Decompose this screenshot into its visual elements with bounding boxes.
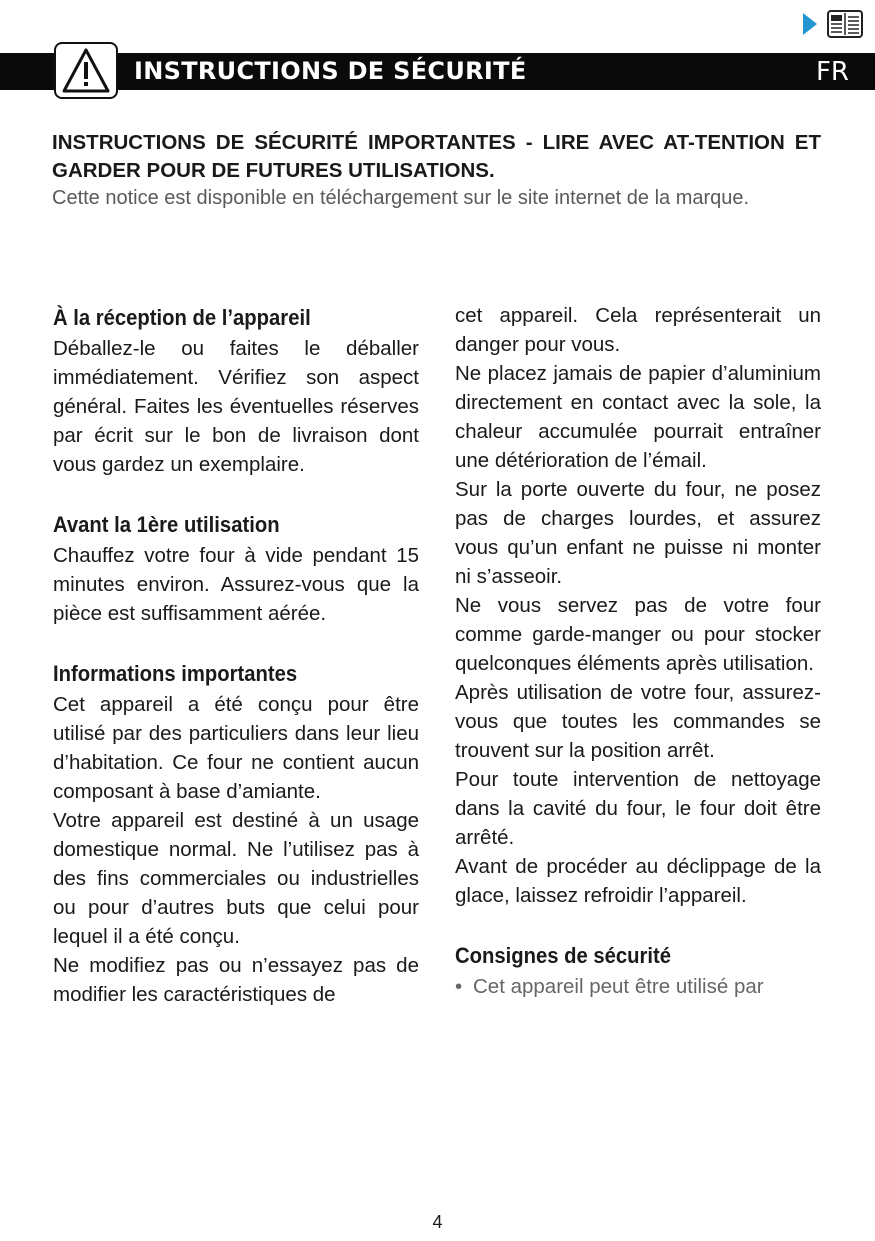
page-title: INSTRUCTIONS DE SÉCURITÉ [134,57,527,85]
paragraph: Ne placez jamais de papier d’aluminium directement en contact avec la sole, la chaleur accumulée pourrait entraîner une détérioration de l’émail. [455,362,821,472]
paragraph: Cet appareil a été conçu pour être utilisé par des particuliers dans leur lieu d’habitation. Ce four ne contient aucun composant à base d’amiante. [53,693,419,803]
intro-block [52,129,821,212]
paragraph: Déballez-le ou faites le déballer immédiatement. Vérifiez son aspect général. Faites les éventuelles réserves par écrit sur le bon de livraison dont vous gardez un exemplaire. [53,337,419,476]
intro-note: Cette notice est disponible en téléchargement sur le site internet de la marque. [52,187,750,209]
section-heading-important-info: Informations importantes [53,661,298,686]
bullet-text: Cet appareil peut être utilisé par [473,975,764,998]
left-column [53,301,419,1009]
right-column [455,301,821,1001]
section-heading-reception: À la réception de l’appareil [53,305,311,330]
manual-book-icon[interactable] [827,10,863,38]
paragraph: cet appareil. Cela représenterait un danger pour vous. [455,304,821,356]
section-heading-first-use: Avant la 1ère utilisation [53,512,280,537]
language-label: FR [815,57,849,87]
warning-triangle-icon [61,47,111,95]
paragraph: Ne modifiez pas ou n’essayez pas de modifier les caractéristiques de [53,954,419,1006]
page-number: 4 [432,1212,443,1232]
paragraph: Pour toute intervention de nettoyage dans la cavité du four, le four doit être arrêté. [455,768,821,849]
bullet-item [455,972,821,1001]
intro-title: INSTRUCTIONS DE SÉCURITÉ IMPORTANTES - LIRE AVEC AT-TENTION ET GARDER POUR DE FUTURES UTILISATIONS. [52,131,821,182]
paragraph: Votre appareil est destiné à un usage domestique normal. Ne l’utilisez pas à des fins commerciales ou industrielles ou pour d’autres buts que celui pour lequel il a été conçu. [53,809,419,948]
section-heading-safety: Consignes de sécurité [455,943,672,968]
paragraph: Avant de procéder au déclippage de la glace, laissez refroidir l’appareil. [455,855,821,907]
paragraph: Ne vous servez pas de votre four comme garde-manger ou pour stocker quelconques éléments après utilisation. [455,594,821,675]
bullet-mark: • [455,975,463,998]
paragraph: Chauffez votre four à vide pendant 15 minutes environ. Assurez-vous que la pièce est suffisamment aérée. [53,544,419,625]
paragraph: Après utilisation de votre four, assurez-vous que toutes les commandes se trouvent sur la position arrêt. [455,681,821,762]
warning-badge [54,42,118,99]
paragraph: Sur la porte ouverte du four, ne posez pas de charges lourdes, et assurez vous qu’un enfant ne puisse ni monter ni s’asseoir. [455,478,821,588]
next-page-icon[interactable] [803,13,817,35]
